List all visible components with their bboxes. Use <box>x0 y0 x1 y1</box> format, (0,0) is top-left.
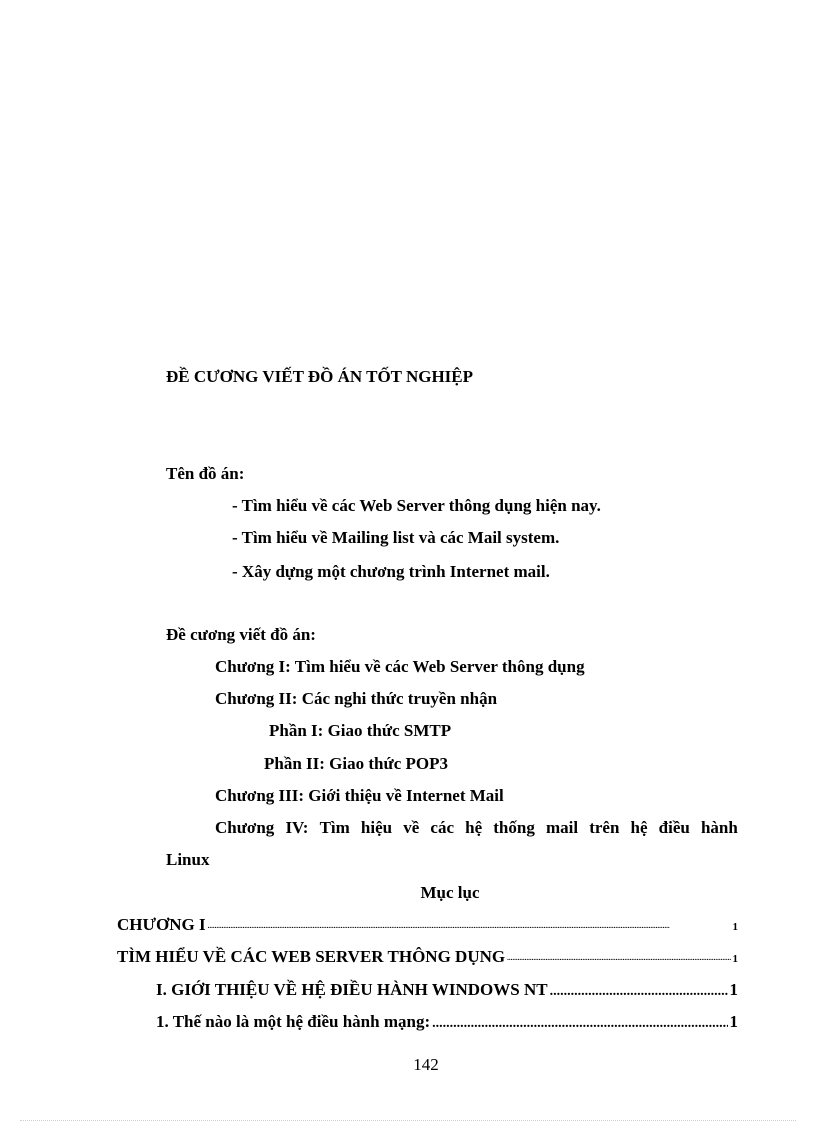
outline-chapter-3: Chương III: Giới thiệu về Internet Mail <box>215 786 504 805</box>
outline-part-1: Phần I: Giao thức SMTP <box>269 721 452 740</box>
outline-chapter-4-word: Chương <box>215 818 275 837</box>
outline-chapter-2: Chương II: Các nghi thức truyền nhận <box>215 689 498 708</box>
toc-dot-leader <box>550 984 728 1000</box>
outline-chapter-4-word: hành <box>700 818 738 837</box>
outline-chapter-4-word: trên <box>589 818 620 837</box>
toc-dot-leader <box>507 954 730 962</box>
project-item: - Xây dựng một chương trình Internet mail. <box>232 562 550 581</box>
toc-entry-text: CHƯƠNG I <box>117 915 206 934</box>
outline-chapter-4-word: Tìm <box>319 818 350 837</box>
outline-chapter-1: Chương I: Tìm hiểu về các Web Server thông dụng <box>215 657 585 676</box>
outline-chapter-4-word: thống <box>493 818 535 837</box>
toc-entry-page: 1 <box>732 921 738 933</box>
toc-entry[interactable] <box>156 980 738 1000</box>
outline-chapter-4-word: hiệu <box>360 818 393 837</box>
outline-chapter-4-word: mail <box>545 818 579 837</box>
outline-label: Đề cương viết đồ án: <box>166 625 316 644</box>
toc-dot-leader <box>208 922 731 930</box>
toc-heading: Mục lục <box>420 883 480 902</box>
outline-chapter-4-continuation: Linux <box>166 850 210 869</box>
toc-entry-text: I. GIỚI THIỆU VỀ HỆ ĐIỀU HÀNH WINDOWS NT <box>156 980 548 999</box>
toc-entry-page: 1 <box>729 980 738 999</box>
page-number: 142 <box>413 1055 439 1074</box>
outline-chapter-4-word: hệ <box>465 818 483 837</box>
project-item: - Tìm hiểu về Mailing list và các Mail system. <box>232 528 560 547</box>
outline-chapter-4-word: điều <box>658 818 690 837</box>
toc-entry[interactable] <box>117 947 738 967</box>
toc-entry-page: 1 <box>729 1012 738 1031</box>
outline-chapter-4-word: hệ <box>630 818 648 837</box>
outline-chapter-4 <box>215 818 738 838</box>
outline-part-2: Phần II: Giao thức POP3 <box>264 754 448 773</box>
page-bottom-divider <box>20 1120 796 1121</box>
toc-entry-page: 1 <box>732 953 738 965</box>
project-item: - Tìm hiểu về các Web Server thông dụng hiện nay. <box>232 496 601 515</box>
toc-entry-text: 1. Thế nào là một hệ điều hành mạng: <box>156 1012 431 1031</box>
toc-entry[interactable] <box>117 915 738 935</box>
toc-entry-text: TÌM HIỂU VỀ CÁC WEB SERVER THÔNG DỤNG <box>117 947 506 966</box>
document-title: ĐỀ CƯƠNG VIẾT ĐỒ ÁN TỐT NGHIỆP <box>166 367 474 386</box>
project-name-label: Tên đồ án: <box>166 464 245 483</box>
toc-entry[interactable] <box>156 1012 738 1032</box>
toc-dot-leader <box>432 1016 727 1032</box>
outline-chapter-4-word: IV: <box>285 818 309 837</box>
outline-chapter-4-word: các <box>430 818 454 837</box>
outline-chapter-4-word: về <box>403 818 420 837</box>
